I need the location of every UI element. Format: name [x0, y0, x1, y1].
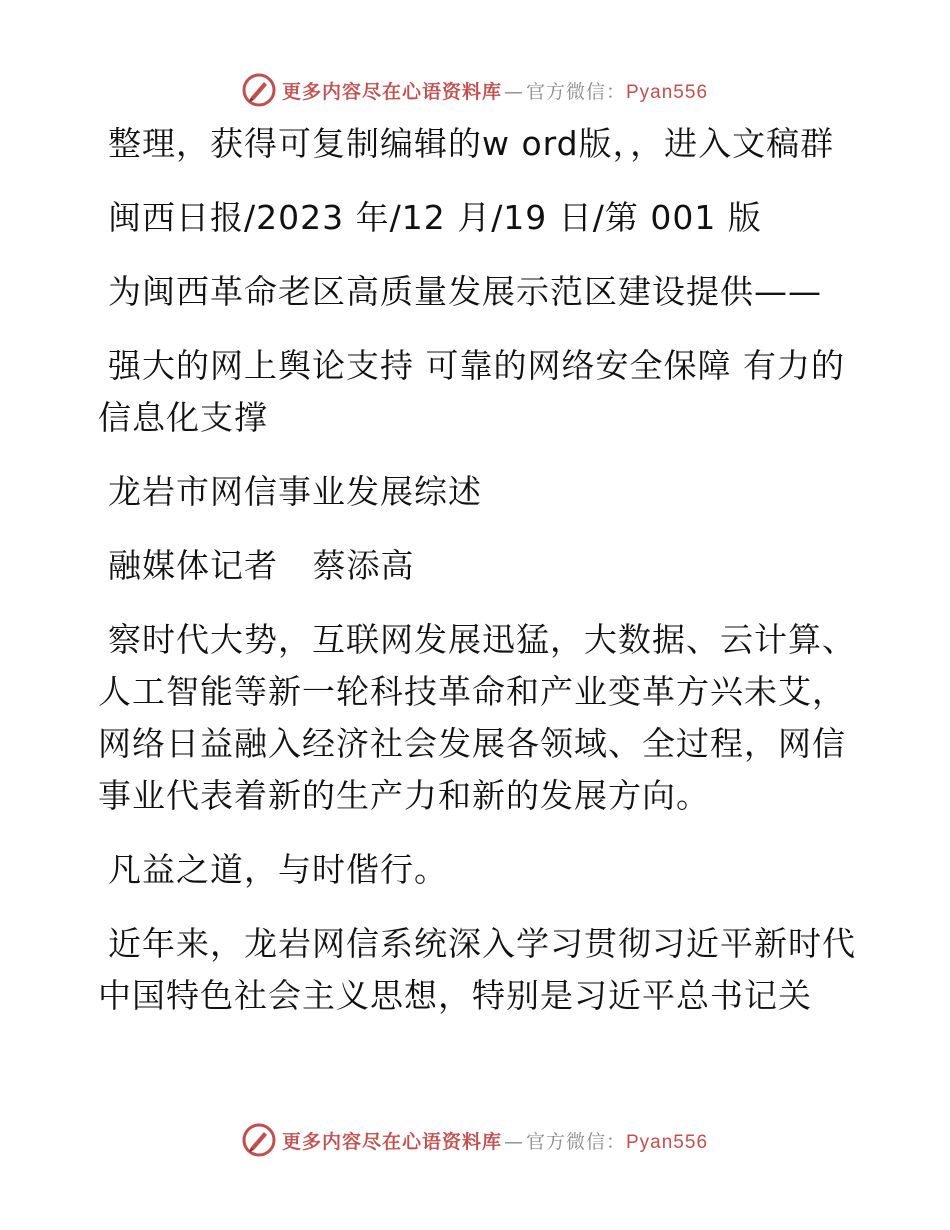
paragraph-body-2: 凡益之道，与时偕行。 — [108, 850, 448, 889]
header-watermark — [0, 70, 950, 110]
paragraph-source: 闽西日报/2023 年/12 月/19 日/第 001 版 — [108, 198, 762, 237]
watermark-handle: Pyan556 — [626, 1131, 709, 1153]
paragraph-body-3: 近年来，龙岩网信系统深入学习贯彻习近平新时代中国特色社会主义思想，特别是习近平总书记关 — [98, 924, 856, 1015]
watermark-brand: 更多内容尽在心语资料库 — [281, 80, 502, 103]
watermark-separator: — — [503, 1130, 524, 1153]
watermark-official-label: 官方微信： — [525, 1130, 626, 1153]
paragraph-byline: 融媒体记者 蔡添高 — [108, 546, 415, 585]
paragraph-intro: 整理，获得可复制编辑的w ord版，，进入文稿群 — [108, 124, 835, 163]
watermark-text — [282, 1127, 708, 1154]
watermark-brand: 更多内容尽在心语资料库 — [281, 1130, 502, 1153]
paragraph-body-1: 察时代大势，互联网发展迅猛，大数据、云计算、人工智能等新一轮科技革命和产业变革方兴未艾，网络日益融入经济社会发展各领域、全过程，网信事业代表着新的生产力和新的发展方向。 — [98, 620, 856, 815]
paragraph-headline: 强大的网上舆论支持 可靠的网络安全保障 有力的信息化支撑 — [98, 346, 845, 437]
watermark-text — [282, 77, 708, 104]
document-body — [98, 118, 858, 1044]
quill-logo-icon — [242, 1123, 276, 1157]
watermark-handle: Pyan556 — [626, 81, 709, 103]
watermark-separator: — — [503, 80, 524, 103]
watermark-official-label: 官方微信： — [525, 80, 626, 103]
quill-logo-icon — [242, 73, 276, 107]
paragraph-subtitle: 龙岩市网信事业发展综述 — [108, 472, 482, 511]
footer-watermark — [0, 1120, 950, 1160]
paragraph-headline-lead: 为闽西革命老区高质量发展示范区建设提供—— — [108, 272, 822, 311]
